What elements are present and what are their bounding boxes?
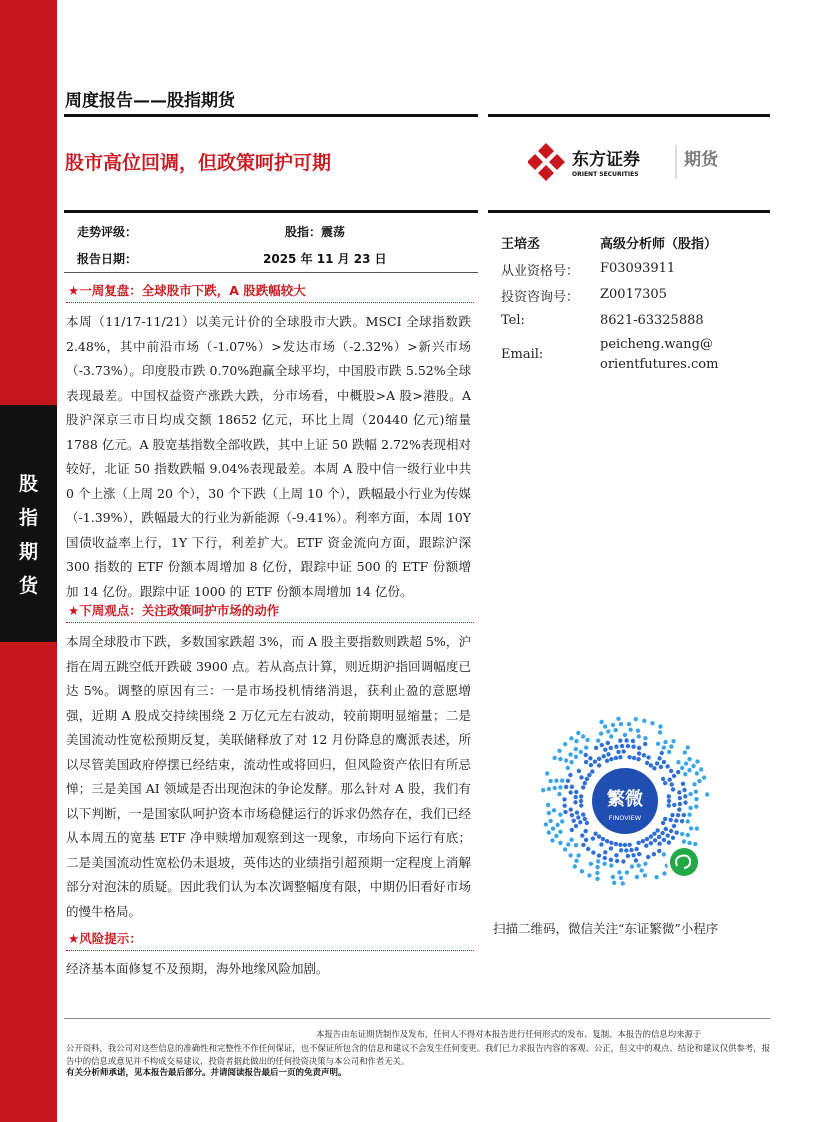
outlook-paragraph: 本周全球股市下跌，多数国家跌超 3%，而 A 股主要指数则跌超 5%，沪指在周五跳空低开跌破 3900 点。若从高点计算，则近期沪指回调幅度已达 5%。调整的原因有三：一是市场投机情绪消退，获利止盈的意愿增强，近期 A 股成交持续围绕 2 万亿元左右波动，较前期明显缩量；二是美国流动性宽松预期反复，美联储释放了对 12 月份降息的鹰派表述，所以尽管美国政府停摆已经结束，流动性或将回归，但风险资产依旧有所忌惮；三是美国 AI 领域是否出现泡沫的争论发酵。那么针对 A 股，我们有以下判断，一是国家队呵护资本市场稳健运行的诉求仍然存在，我们已经从本周五的宽基 ETF 净申赎增加观察到这一现象，市场向下运行有底；二是美国流动性宽松仍未退坡，英伟达的业绩指引超预期一定程度上消解部分对泡沫的质疑。因此我们认为本次调整幅度有限，中期仍旧看好市场的慢牛格局。 [66,634,471,919]
section-heading-risk: ★风险提示： [68,931,142,946]
section-heading-review: ★一周复盘：全球股市下跌，A 股跌幅较大 [68,283,306,298]
consult-number: Z0017305 [600,287,667,302]
tel-number: 8621-63325888 [600,313,704,328]
disclaimer-first-line: 本报告由东证期货制作及发布，任何人不得对本报告进行任何形式的发布、复制。本报告的信息均来源于 [316,1029,702,1039]
disclaimer-body: 公开资料，我公司对这些信息的准确性和完整性不作任何保证，也不保证所包含的信息和建议不会发生任何变更。我们已力求报告内容的客观、公正，但文中的观点、结论和建议仅供参考，报告中的信息或意见并不构成交易建议，投资者据此做出的任何投资决策与本公司和作者无关。 [66,1042,770,1066]
logo-brand-en: ORIENT SECURITIES [572,171,639,178]
orient-logo-mark-icon [528,143,565,181]
email-line-2[interactable]: orientfutures.com [600,357,719,372]
email-line-1[interactable]: peicheng.wang@ [600,337,713,352]
side-tab-char-4: 货 [18,575,38,597]
side-tab-char-1: 股 [18,473,38,495]
rating-label: 走势评级： [77,225,138,239]
date-value: 2025 年 11 月 23 日 [263,252,387,266]
consult-label: 投资咨询号： [501,290,580,305]
header-rule-left [64,114,478,117]
side-tab-char-2: 指 [18,507,38,529]
disclaimer-rule [64,1018,770,1019]
disclaimer-text [66,1028,770,1069]
section-divider [66,622,474,623]
analyst-name: 王培丞 [501,237,541,252]
logo-brand-cn: 东方证券 [572,150,640,170]
section-heading-outlook: ★下周观点：关注政策呵护市场的动作 [68,603,280,618]
email-label: Email: [501,347,544,362]
side-tab-char-3: 期 [18,541,38,563]
rating-value: 股指：震荡 [285,225,346,239]
date-label: 报告日期： [77,252,138,266]
qr-caption: 扫描二维码，微信关注“东证繁微”小程序 [493,921,719,936]
meta-rule-right [488,210,770,213]
wechat-mini-program-icon [670,848,698,876]
qr-center-text: 繁微 [607,789,643,810]
meta-bottom-rule [64,272,478,273]
report-type: 周度报告——股指期货 [65,91,235,111]
review-paragraph: 本周（11/17-11/21）以美元计价的全球股市大跌。MSCI 全球指数跌 2.48%，其中前沿市场（-1.07%）>发达市场（-2.32%）>新兴市场（-3.73%）。印度股市跌 0.70%跑赢全球平均，中国股市跌 5.52%全球表现最差。中国权益资产涨跌大跌，分市场看，中概股>A 股>港股。A 股沪深京三市日均成交额 18652 亿元，环比上周（20440 亿元)缩量 1788 亿元。A 股宽基指数全部收跌，其中上证 50 跌幅 2.72%表现相对较好，北证 50 指数跌幅 9.04%表现最差。本周 A 股中信一级行业中共 0 个上涨（上周 20 个），30 个下跌（上周 10 个），跌幅最小行业为传媒（-1.39%），跌幅最大的行业为新能源（-9.41%）。利率方面，本周 10Y 国债收益率上行，1Y 下行，利差扩大。ETF 资金流向方面，跟踪沪深 300 指数的 ETF 份额本周增加 8 亿份，跟踪中证 500 的 ETF 份额增加 14 亿份。跟踪中证 1000 的 ETF 份额本周增加 14 亿份。 [66,314,471,599]
analyst-role: 高级分析师（股指） [600,237,718,252]
side-category-tab [0,405,57,642]
risk-paragraph: 经济基本面修复不及预期，海外地缘风险加剧。 [66,961,329,976]
analyst-commitment-note: 有关分析师承诺，见本报告最后部分。并请阅读报告最后一页的免责声明。 [66,1068,347,1078]
orient-futures-logo [528,140,763,184]
logo-division: 期货 [684,150,718,170]
wechat-mini-program-qr-code[interactable] [538,714,712,888]
qr-center-subtext: FINOVIEW [608,814,642,822]
header-rule-right [488,114,770,117]
tel-label: Tel: [501,313,525,328]
qualification-label: 从业资格号： [501,264,580,279]
report-title: 股市高位回调，但政策呵护可期 [65,152,332,174]
section-divider [66,950,474,951]
meta-rule-left [64,210,478,213]
qualification-number: F03093911 [600,261,676,276]
section-divider [66,302,474,303]
